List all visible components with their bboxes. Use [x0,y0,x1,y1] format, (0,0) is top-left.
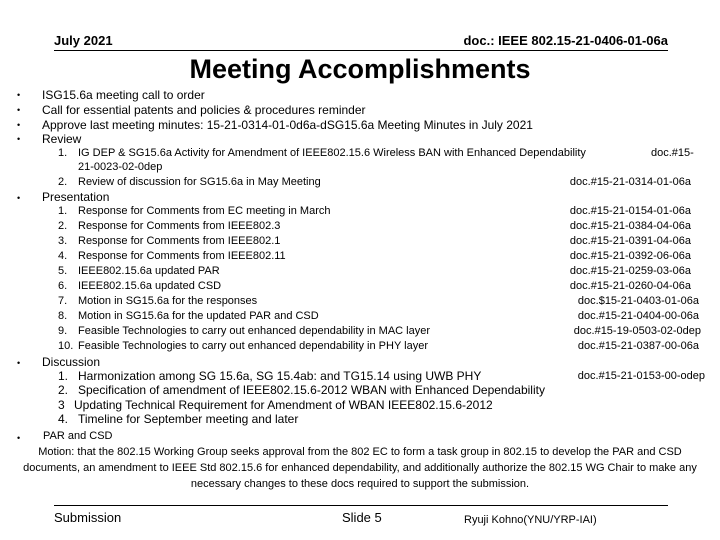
discussion-item-text: Specification of amendment of IEEE802.15.6-2012 WBAN with Enhanced Dependability [78,383,545,397]
presentation-item-doc: doc.#15-19-0503-02-0dep [573,325,701,337]
presentation-item-doc: doc.#15-21-0260-04-06a [569,280,691,292]
presentation-item-text: Feasible Technologies to carry out enhanced dependability in PHY layer [78,340,428,352]
presentation-item-doc: doc.#15-21-0387-00-06a [577,340,699,352]
presentation-item-number: 5. [58,265,68,277]
discussion-item-text: Harmonization among SG 15.6a, SG 15.4ab: and TG15.14 using UWB PHY [78,369,482,383]
presentation-item-doc: doc.#15-21-0384-04-06a [569,220,691,232]
presentation-item-doc: doc.$15-21-0403-01-06a [577,295,699,307]
presentation-item-doc: doc.#15-21-0404-00-06a [577,310,699,322]
review-item-doc: doc.#15- [651,147,694,159]
section-presentation-label: Presentation [42,190,110,204]
header-rule [54,50,668,51]
bullet-icon: • [17,90,21,100]
discussion-item-number: 4. [58,412,69,426]
review-item-text: IG DEP & SG15.6a Activity for Amendment of IEEE802.15.6 Wireless BAN with Enhanced Dependability [78,147,586,159]
motion-text: Motion: that the 802.15 Working Group seeks approval from the 802 EC to form a task group in 802.15 to develop the PAR and CSD documents, an amendment to IEEE Std 802.15.6 for enhanced dependability, and additionally authorize the 802.15 WG Chair to make any necessary changes to these docs required to support the submission. [23,446,697,490]
bullet-icon: • [17,358,21,368]
presentation-item-number: 2. [58,220,68,232]
presentation-item-doc: doc.#15-21-0259-03-06a [569,265,691,277]
discussion-item-text: Updating Technical Requirement for Amendment of WBAN IEEE802.15.6-2012 [74,398,493,412]
footer-slide-number: Slide 5 [342,510,382,525]
bullet-icon: • [17,120,21,130]
presentation-item-doc: doc.#15-21-0391-04-06a [569,235,691,247]
footer-author: Ryuji Kohno(YNU/YRP-IAI) [464,514,597,526]
presentation-item-number: 8. [58,310,68,322]
bullet-icon: • [17,105,21,115]
presentation-item-text: Motion in SG15.6a for the responses [78,295,258,307]
presentation-item-number: 9. [58,325,68,337]
review-item-doc: doc.#15-21-0314-01-06a [569,176,691,188]
discussion-item-doc: doc.#15-21-0153-00-odep [577,370,705,382]
header-date: July 2021 [54,33,113,48]
review-item-doc-continued: 21-0023-02-0dep [78,161,163,173]
bullet-icon: • [17,193,21,203]
presentation-item-number: 7. [58,295,68,307]
presentation-item-number: 6. [58,280,68,292]
bullet-icon: • [17,433,21,443]
presentation-item-text: Motion in SG15.6a for the updated PAR and CSD [78,310,319,322]
header-doc-id: doc.: IEEE 802.15-21-0406-01-06a [463,33,668,48]
section-discussion-label: Discussion [42,355,101,369]
presentation-item-text: IEEE802.15.6a updated PAR [78,265,220,277]
list-item-call-to-order: ISG15.6a meeting call to order [42,88,205,102]
presentation-item-text: Response for Comments from IEEE802.11 [78,250,286,262]
review-item-number: 1. [58,147,68,159]
review-item-number: 2. [58,176,68,188]
page-title: Meeting Accomplishments [189,54,531,84]
presentation-item-number: 10. [58,340,74,352]
par-csd-label: PAR and CSD [43,430,113,442]
presentation-item-doc: doc.#15-21-0392-06-06a [569,250,691,262]
discussion-item-number: 2. [58,383,69,397]
presentation-item-text: IEEE802.15.6a updated CSD [78,280,222,292]
discussion-item-number: 3 [58,398,65,412]
discussion-item-text: Timeline for September meeting and later [78,412,299,426]
list-item-minutes: Approve last meeting minutes: 15-21-0314-01-0d6a-dSG15.6a Meeting Minutes in July 2021 [42,118,533,132]
presentation-item-text: Response for Comments from EC meeting in March [78,205,331,217]
presentation-item-doc: doc.#15-21-0154-01-06a [569,205,691,217]
footer-submission: Submission [54,510,122,525]
presentation-item-text: Response for Comments from IEEE802.3 [78,220,281,232]
presentation-item-text: Response for Comments from IEEE802.1 [78,235,281,247]
list-item-patents: Call for essential patents and policies & procedures reminder [42,103,366,117]
bullet-icon: • [17,134,21,144]
review-item-text: Review of discussion for SG15.6a in May Meeting [78,176,321,188]
presentation-item-number: 4. [58,250,68,262]
presentation-item-number: 1. [58,205,68,217]
discussion-item-number: 1. [58,369,69,383]
list-item-review: Review [42,132,82,146]
presentation-item-number: 3. [58,235,68,247]
presentation-item-text: Feasible Technologies to carry out enhanced dependability in MAC layer [78,325,431,337]
footer-rule [54,505,668,506]
